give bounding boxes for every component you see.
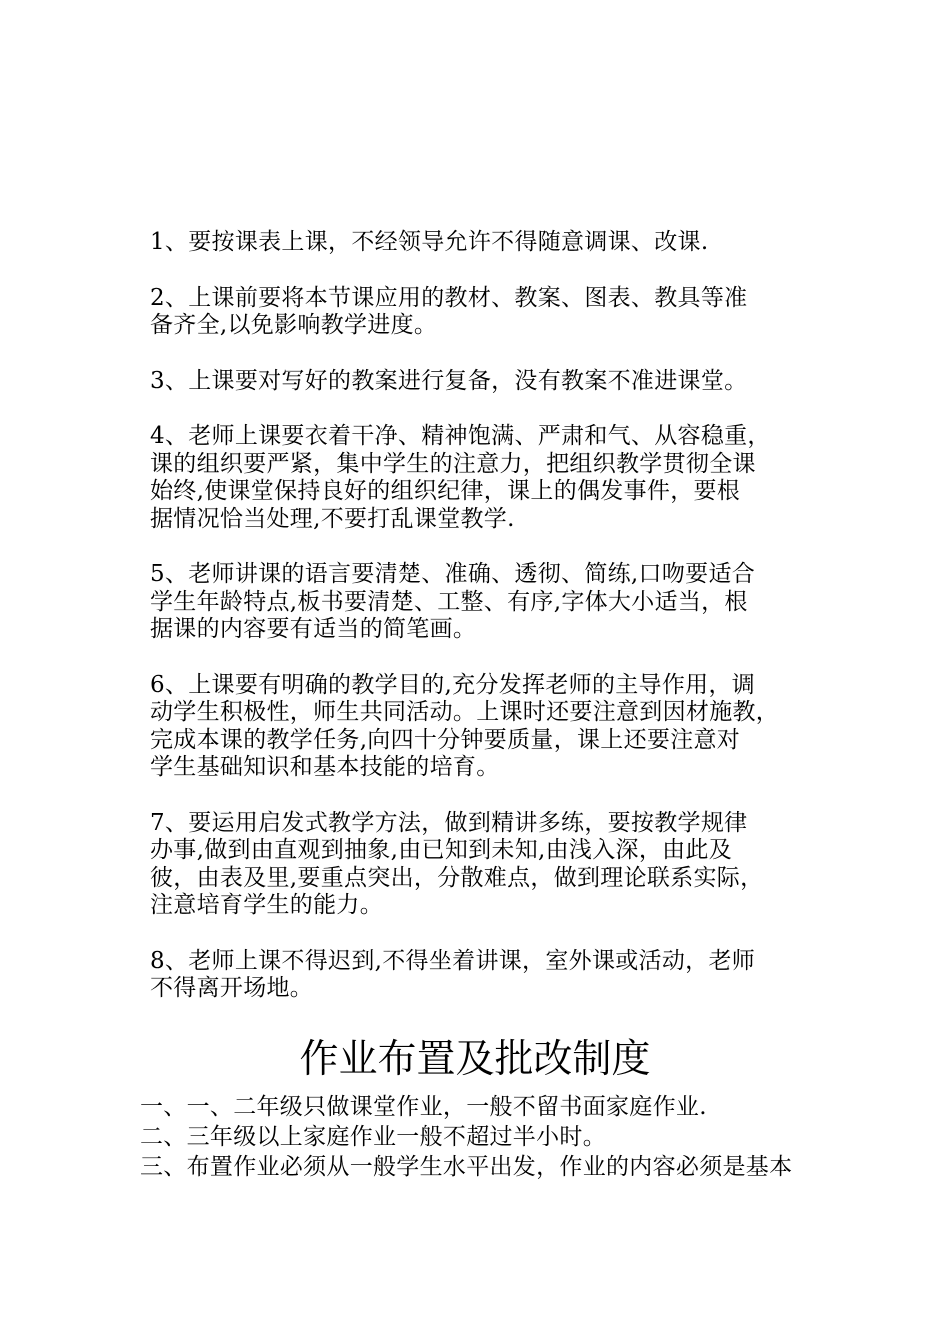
homework-item: 一、一、二年级只做课堂作业，一般不留书面家庭作业. — [140, 1094, 707, 1120]
section-title: 作业布置及批改制度 — [299, 1037, 651, 1082]
rule-line: 备齐全,以免影响教学进度。 — [150, 312, 438, 338]
rule-7 — [150, 810, 870, 920]
rule-line: 5、老师讲课的语言要清楚、准确、透彻、简练,口吻要适合 — [150, 561, 756, 587]
rule-line: 学生基础知识和基本技能的培育。 — [150, 754, 500, 780]
rule-line: 3、上课要对写好的教案进行复备，没有教案不准进课堂。 — [150, 367, 748, 394]
rule-line: 注意培育学生的能力。 — [150, 892, 383, 918]
homework-rules — [140, 1092, 880, 1182]
rule-line: 彼，由表及里,要重点突出，分散难点，做到理论联系实际， — [150, 864, 764, 891]
rule-line: 6、上课要有明确的教学目的,充分发挥老师的主导作用，调 — [150, 671, 756, 698]
rule-6 — [150, 672, 870, 782]
rule-line: 2、上课前要将本节课应用的教材、教案、图表、教具等准 — [150, 284, 748, 311]
homework-item: 三、布置作业必须从一般学生水平出发，作业的内容必须是基本 — [140, 1154, 793, 1180]
rule-1 — [150, 229, 870, 257]
rule-3 — [150, 368, 870, 396]
rule-line: 4、老师上课要衣着干净、精神饱满、严肃和气、从容稳重， — [150, 423, 771, 449]
rule-4 — [150, 423, 870, 533]
rule-2 — [150, 285, 870, 340]
rule-5 — [150, 561, 870, 644]
rule-line: 据课的内容要有适当的简笔画。 — [150, 616, 477, 642]
rule-line: 8、老师上课不得迟到,不得坐着讲课，室外课或活动，老师 — [150, 947, 756, 974]
rule-line: 不得离开场地。 — [150, 975, 314, 1001]
rule-line: 动学生积极性，师生共同活动。上课时还要注意到因材施教， — [150, 699, 780, 725]
rule-line: 课的组织要严紧，集中学生的注意力，把组织教学贯彻全课 — [150, 450, 756, 477]
classroom-rules — [150, 229, 870, 1031]
rule-line: 据情况恰当处理,不要打乱课堂教学. — [150, 505, 515, 532]
rule-8 — [150, 948, 870, 1003]
rule-line: 学生年龄特点,板书要清楚、工整、有序,字体大小适当，根 — [150, 588, 748, 615]
rule-line: 1、要按课表上课，不经领导允许不得随意调课、改课. — [150, 229, 709, 255]
rule-line: 办事,做到由直观到抽象,由已知到未知,由浅入深，由此及 — [150, 837, 733, 863]
rule-line: 7、要运用启发式教学方法，做到精讲多练，要按教学规律 — [150, 809, 748, 836]
rule-line: 始终,使课堂保持良好的组织纪律，课上的偶发事件，要根 — [150, 478, 741, 504]
rule-line: 完成本课的教学任务,向四十分钟要质量，课上还要注意对 — [150, 726, 741, 753]
homework-item: 二、三年级以上家庭作业一般不超过半小时。 — [140, 1124, 606, 1150]
